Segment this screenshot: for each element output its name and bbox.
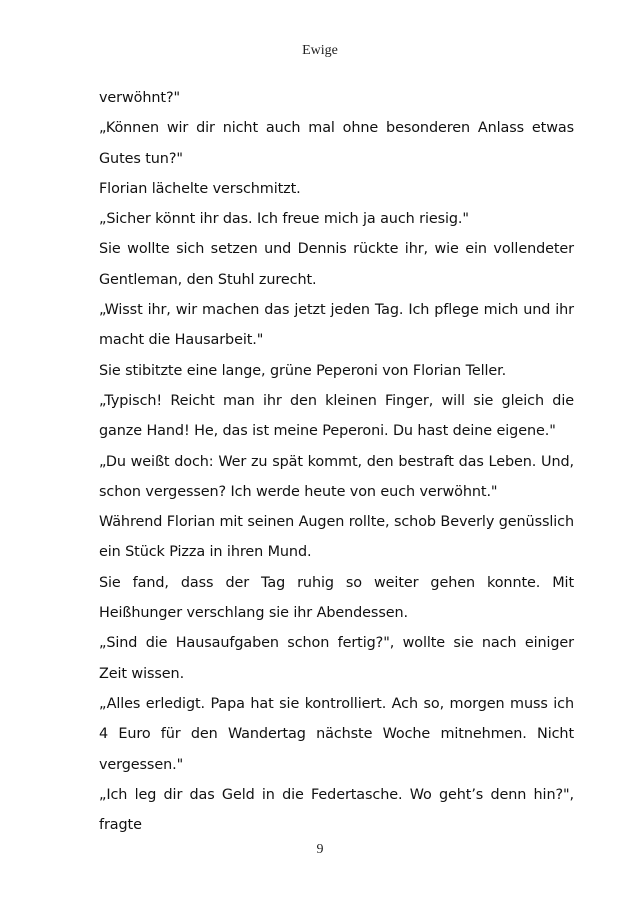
paragraph: verwöhnt?"	[99, 90, 181, 106]
body-text	[99, 83, 574, 840]
paragraph: Während Florian mit seinen Augen rollte, schob Beverly genüsslich ein Stück Pizza in ihren Mund.	[99, 514, 574, 561]
paragraph: Sie wollte sich setzen und Dennis rückte ihr, wie ein vollendeter Gentleman, den Stuhl zurecht.	[99, 241, 574, 288]
paragraph: „Wisst ihr, wir machen das jetzt jeden Tag. Ich pflege mich und ihr macht die Hausarbeit."	[99, 302, 574, 349]
paragraph: „Sind die Hausaufgaben schon fertig?", wollte sie nach einiger Zeit wissen.	[99, 635, 574, 682]
paragraph: „Ich leg dir das Geld in die Federtasche. Wo geht’s denn hin?", fragte	[99, 786, 574, 834]
paragraph: Sie stibitzte eine lange, grüne Peperoni von Florian Teller.	[99, 362, 507, 379]
running-header: Ewige	[302, 43, 338, 58]
paragraph: Sie fand, dass der Tag ruhig so weiter gehen konnte. Mit Heißhunger verschlang sie ihr Abendessen.	[99, 574, 574, 622]
paragraph: „Alles erledigt. Papa hat sie kontrolliert. Ach so, morgen muss ich 4 Euro für den Wandertag nächste Woche mitnehmen. Nicht vergessen."	[99, 695, 574, 773]
paragraph: „Typisch! Reicht man ihr den kleinen Finger, will sie gleich die ganze Hand! He, das ist meine Peperoni. Du hast deine eigene."	[99, 392, 574, 440]
paragraph: „Sicher könnt ihr das. Ich freue mich ja auch riesig."	[99, 211, 469, 228]
paragraph: „Du weißt doch: Wer zu spät kommt, den bestraft das Leben. Und, schon vergessen? Ich werde heute von euch verwöhnt."	[99, 453, 574, 500]
page-number: 9	[316, 842, 324, 857]
paragraph: „Können wir dir nicht auch mal ohne besonderen Anlass etwas Gutes tun?"	[99, 120, 574, 167]
paragraph: Florian lächelte verschmitzt.	[99, 180, 301, 197]
